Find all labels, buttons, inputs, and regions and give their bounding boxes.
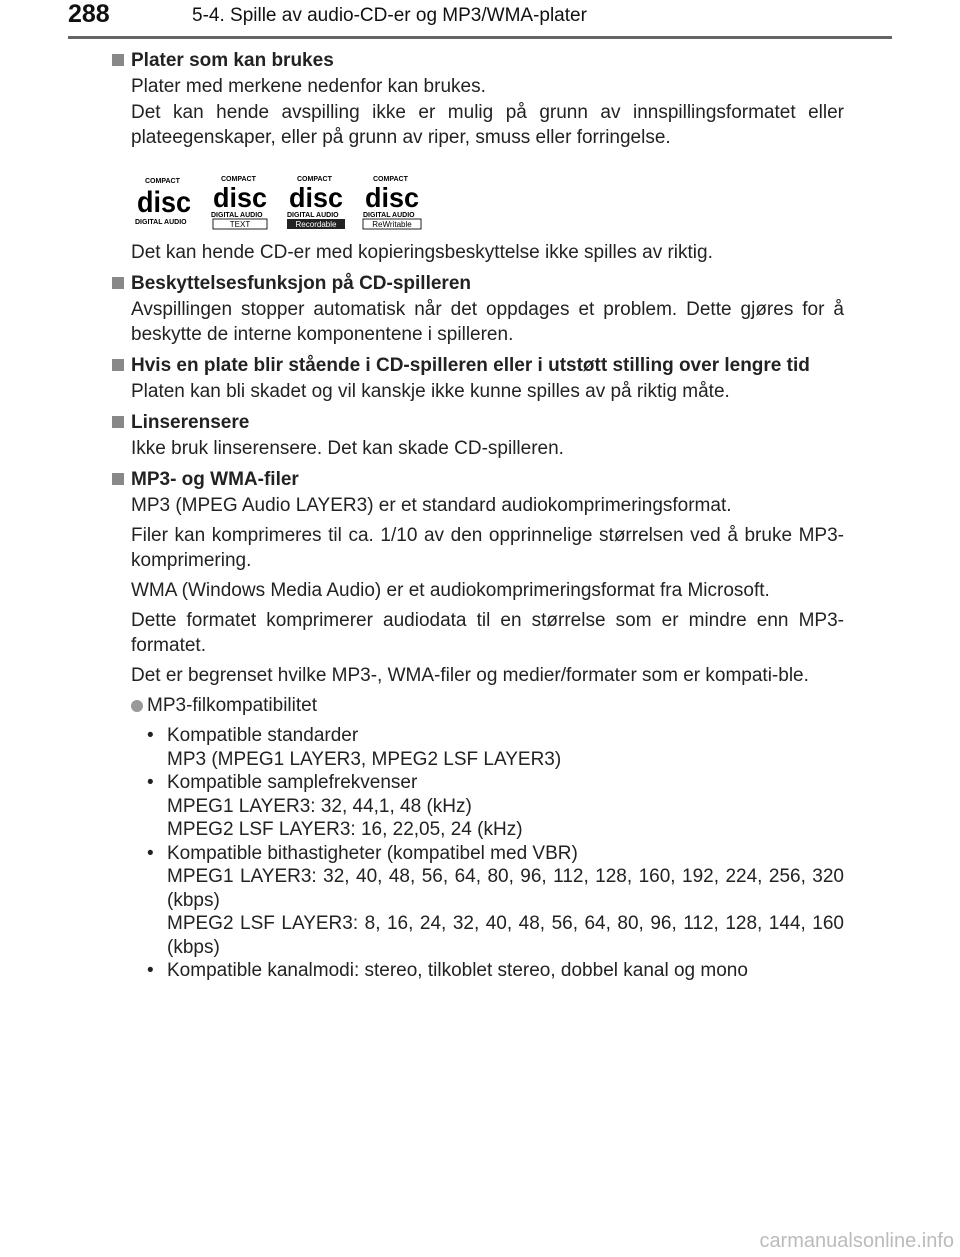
paragraph: Dette formatet komprimerer audiodata til en størrelse som er mindre enn MP3-formatet. (131, 610, 844, 656)
compact-disc-recordable-logo (285, 174, 349, 230)
section-usable-discs (108, 48, 844, 265)
page-content (108, 48, 844, 989)
compact-disc-logo (133, 174, 197, 230)
page-number: 288 (68, 0, 110, 28)
square-bullet-icon (112, 359, 124, 371)
logo-word: disc (365, 182, 419, 213)
list-item: • Kompatible kanalmodi: stereo, tilkoblet stereo, dobbel kanal og mono (147, 960, 748, 981)
paragraph: Avspillingen stopper automatisk når det oppdages et problem. Dette gjøres for å beskytte de interne komponentene i spilleren. (131, 299, 844, 345)
header-divider (68, 36, 892, 39)
logo-bottom-text: DIGITAL AUDIO (135, 219, 187, 226)
paragraph: Filer kan komprimeres til ca. 1/10 av den opprinnelige størrelsen ved å bruke MP3-komprimering. (131, 525, 844, 571)
paragraph: Plater med merkene nedenfor kan brukes. (131, 76, 486, 97)
paragraph: Ikke bruk linserensere. Det kan skade CD-spilleren. (131, 438, 564, 459)
circle-bullet-icon (131, 700, 143, 712)
compact-disc-rewritable-logo (361, 174, 425, 230)
list-item: • Kompatible samplefrekvenser MPEG1 LAYER3: 32, 44,1, 48 (kHz) MPEG2 LSF LAYER3: 16, 22,05, 24 (kHz) (147, 772, 523, 840)
logo-top-text: COMPACT (221, 176, 256, 183)
logo-tag: Recordable (295, 220, 337, 229)
logo-bottom-text: DIGITAL AUDIO (363, 212, 415, 219)
logo-top-text: COMPACT (145, 178, 180, 185)
compatibility-list (108, 724, 844, 983)
paragraph: MP3 (MPEG Audio LAYER3) er et standard audiokomprimeringsformat. (131, 495, 732, 516)
paragraph: Platen kan bli skadet og vil kanskje ikke kunne spilles av på riktig måte. (131, 381, 730, 402)
section-heading: Hvis en plate blir stående i CD-spilleren eller i utstøtt stilling over lengre tid (108, 353, 844, 378)
section-heading: Plater som kan brukes (108, 48, 844, 73)
watermark: carmanualsonline.info (759, 1230, 954, 1252)
page-header (0, 0, 960, 42)
disc-logos (108, 156, 844, 236)
logo-top-text: COMPACT (373, 176, 408, 183)
logo-tag: ReWritable (372, 220, 412, 229)
logo-tag: TEXT (229, 220, 251, 229)
section-heading: Linserensere (108, 410, 844, 435)
logo-word: disc (213, 182, 267, 213)
logo-bottom-text: DIGITAL AUDIO (287, 212, 339, 219)
square-bullet-icon (112, 473, 124, 485)
paragraph: Det kan hende CD-er med kopieringsbeskyttelse ikke spilles av riktig. (131, 242, 713, 263)
compact-disc-text-logo (209, 174, 273, 230)
paragraph: WMA (Windows Media Audio) er et audiokomprimeringsformat fra Microsoft. (131, 580, 770, 601)
logo-top-text: COMPACT (297, 176, 332, 183)
chapter-title: 5-4. Spille av audio-CD-er og MP3/WMA-plater (192, 5, 587, 26)
logo-bottom-text: DIGITAL AUDIO (211, 212, 263, 219)
section-mp3-wma (108, 467, 844, 983)
logo-word: disc (137, 186, 191, 219)
paragraph: Det kan hende avspilling ikke er mulig på grunn av innspillingsformatet eller plateegenskaper, eller på grunn av riper, smuss eller forringelse. (131, 102, 844, 148)
section-heading: MP3- og WMA-filer (108, 467, 844, 492)
list-item: • Kompatible standarder MP3 (MPEG1 LAYER3, MPEG2 LSF LAYER3) (147, 725, 562, 770)
section-protection (108, 271, 844, 347)
section-lens-cleaners (108, 410, 844, 461)
paragraph: Det er begrenset hvilke MP3-, WMA-filer og medier/formater som er kompati-ble. (131, 665, 809, 686)
square-bullet-icon (112, 277, 124, 289)
section-disc-left (108, 353, 844, 404)
subsection-heading: MP3-filkompatibilitet (108, 693, 844, 718)
square-bullet-icon (112, 416, 124, 428)
square-bullet-icon (112, 54, 124, 66)
section-heading: Beskyttelsesfunksjon på CD-spilleren (108, 271, 844, 296)
logo-word: disc (289, 182, 343, 213)
list-item: • Kompatible bithastigheter (kompatibel med VBR) MPEG1 LAYER3: 32, 40, 48, 56, 64, 80, 96, 112, 128, 160, 192, 224, 256, 320 (kbps) MPEG2 LSF LAYER3: 8, 16, 24, 32, 40, 48, 56, 64, 80, 96, 112, 128, 144, 160 (kbps) (147, 842, 844, 958)
